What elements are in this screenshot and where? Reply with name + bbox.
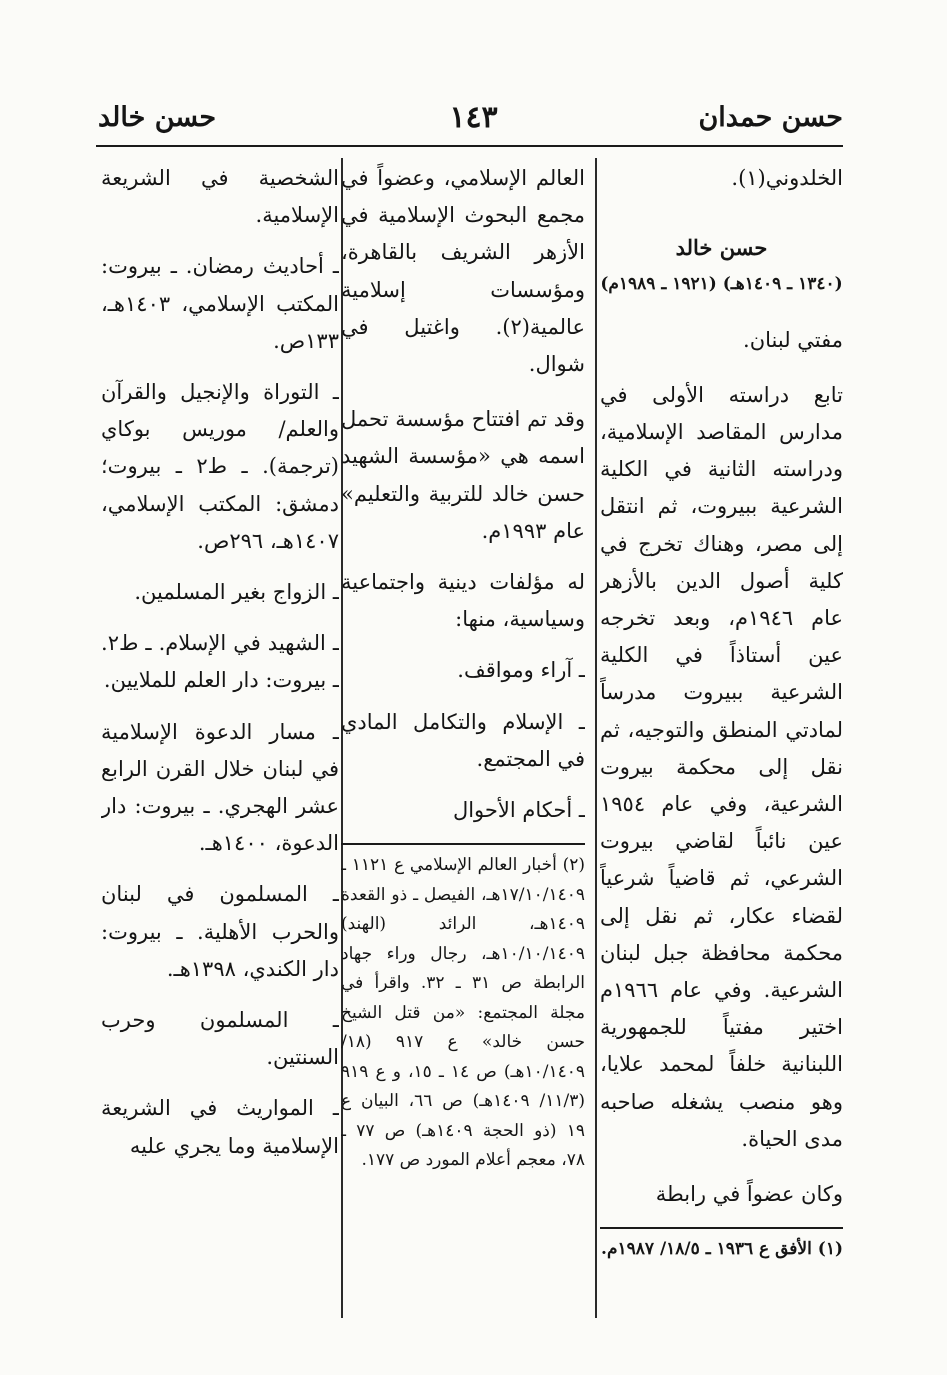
- works-item: ـ التوراة والإنجيل والقرآن والعلم/ موريس بوكاي (ترجمة). ـ ط٢ ـ بيروت؛ دمشق: المكتب الإسلامي، ١٤٠٧هـ، ٢٩٦ص.: [101, 380, 339, 553]
- body-paragraph-2: وقد تم افتتاح مؤسسة تحمل اسمه هي «مؤسسة الشهيد حسن خالد للتربية والتعليم» عام ١٩٩٣م.: [341, 407, 585, 543]
- footnote: (٢) أخبار العالم الإسلامي ع ١١٢١ ـ ١٧/١٠/١٤٠٩هـ، الفيصل ـ ذو القعدة ١٤٠٩هـ، الرائد (الهند) ١٠/١٠/١٤٠٩هـ، رجال وراء جهاد الرابطة ص ٣١ ـ ٣٢. واقرأ في مجلة المجتمع: «من قتل الشيخ حسن خالد» ع ٩١٧ (١٨/ ١٠/١٤٠٩هـ) ص ١٤ ـ ١٥، و ع ٩١٩ (١١/٣/ ١٤٠٩هـ) ص ٦٦، البيان ع ١٩ (ذو الحجة ١٤٠٩هـ) ص ٧٧ ـ ٧٨، معجم أعلام المورد ص ١٧٧.: [341, 855, 585, 1171]
- works-item: ـ الشهيد في الإسلام. ـ ط٢. ـ بيروت: دار العلم للملايين.: [101, 631, 339, 693]
- works-intro: له مؤلفات دينية واجتماعية وسياسية، منها:: [341, 570, 585, 632]
- middle-column: [341, 160, 585, 1320]
- works-item: ـ أحاديث رمضان. ـ بيروت: المكتب الإسلامي، ١٤٠٣هـ، ١٣٣ص.: [101, 254, 339, 353]
- footnote-rule: [341, 843, 585, 845]
- header-left-name: حسن خالد: [98, 102, 217, 133]
- entry-dates: (١٣٤٠ ـ ١٤٠٩هـ) (١٩٢١ ـ ١٩٨٩م): [600, 274, 843, 295]
- page-number: ١٤٣: [449, 100, 498, 135]
- footnote-rule: [600, 1227, 843, 1229]
- right-column: [600, 160, 843, 1320]
- header-right-name: حسن حمدان: [698, 102, 843, 133]
- works-item: ـ المسلمون في لبنان والحرب الأهلية. ـ بيروت: دار الكندي، ١٣٩٨هـ.: [101, 882, 339, 981]
- header-rule: [96, 145, 843, 147]
- works-item: الشخصية في الشريعة الإسلامية.: [101, 166, 339, 228]
- column-divider-right: [595, 158, 597, 1318]
- continuation-text: الخلدوني(١).: [731, 166, 843, 190]
- biography-paragraph-2: وكان عضواً في رابطة: [655, 1182, 843, 1207]
- entry-role: مفتي لبنان.: [743, 327, 843, 352]
- works-item: ـ آراء ومواقف.: [457, 658, 585, 683]
- works-item: ـ مسار الدعوة الإسلامية في لبنان خلال القرن الرابع عشر الهجري. ـ بيروت: دار الدعوة، ١٤٠٠هـ.: [101, 719, 339, 856]
- body-paragraph: العالم الإسلامي، وعضواً في مجمع البحوث الإسلامية في الأزهر الشريف بالقاهرة، ومؤسسات إسلامية عالمية(٢). واغتيل في شوال.: [341, 166, 585, 377]
- works-item: ـ المسلمون وحرب السنتين.: [101, 1008, 339, 1070]
- works-item: ـ الزواج بغير المسلمين.: [134, 580, 339, 605]
- works-item: ـ المواريث في الشريعة الإسلامية وما يجري عليه: [101, 1096, 339, 1158]
- footnote: (١) الأفق ع ١٩٣٦ ـ ١٨/٥/ ١٩٨٧م.: [601, 1239, 843, 1260]
- works-item: ـ أحكام الأحوال: [452, 798, 585, 823]
- entry-title: حسن خالد: [675, 235, 768, 261]
- works-item: ـ الإسلام والتكامل المادي في المجتمع.: [341, 709, 585, 771]
- left-column: [101, 160, 339, 1320]
- biography-paragraph: تابع دراسته الأولى في مدارس المقاصد الإسلامية، ودراسته الثانية في الكلية الشرعية ببيروت، ثم انتقل إلى مصر، وهناك تخرج في كلية أصول الدين بالأزهر عام ١٩٤٦م، وبعد تخرجه عين أستاذاً في الكلية الشرعية ببيروت مدرساً لمادتي المنطق والتوجيه، ثم نقل إلى محكمة بيروت الشرعية، وفي عام ١٩٥٤ عين نائباً لقاضي بيروت الشرعي، ثم قاضياً شرعياً لقضاء عكار، ثم نقل إلى محكمة محافظة جبل لبنان الشرعية. وفي عام ١٩٦٦م اختير مفتياً للجمهورية اللبنانية خلفاً لمحمد علايا، وهو منصب يشغله صاحبه مدى الحياة.: [600, 382, 843, 1151]
